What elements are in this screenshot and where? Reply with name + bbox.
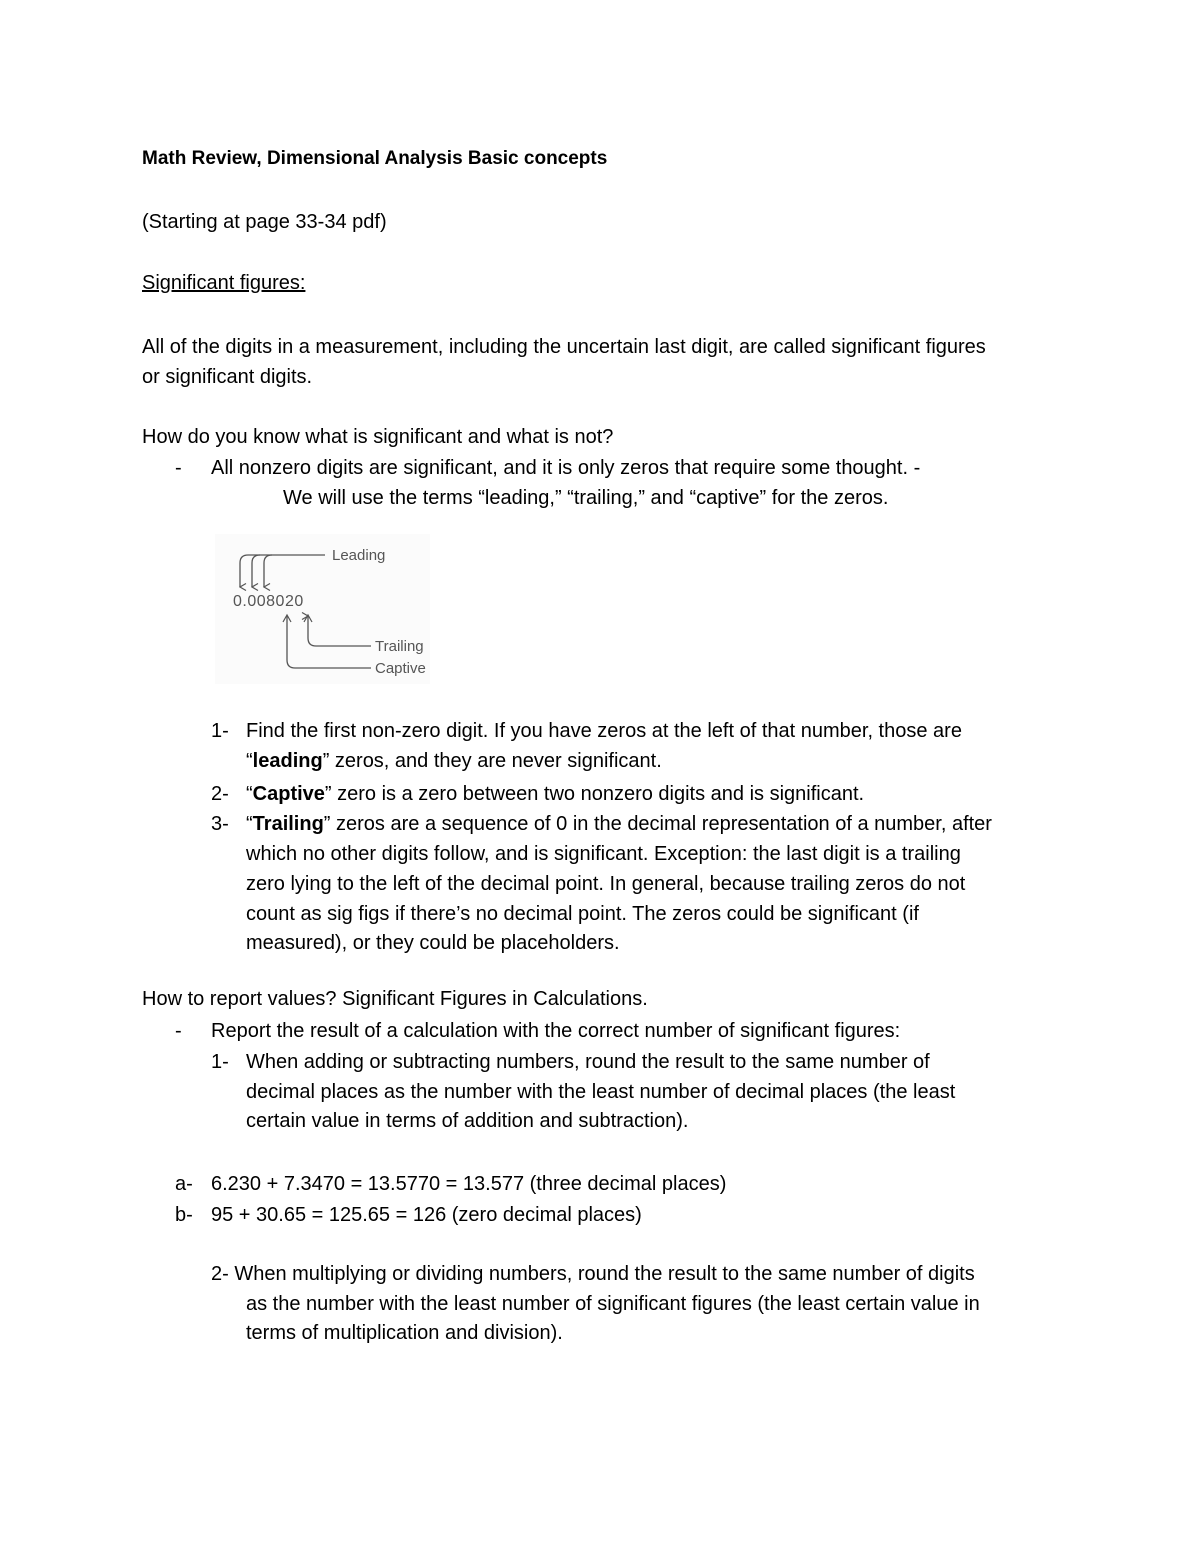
rule-2-line-1: “Captive” zero is a zero between two nonzero digits and is significant. bbox=[246, 783, 865, 805]
bullet-nonzero-line-1: All nonzero digits are significant, and it is only zeros that require some thought. - bbox=[211, 457, 921, 479]
section-heading: Significant figures: bbox=[142, 272, 306, 294]
term-captive: Captive bbox=[252, 783, 325, 805]
question-report-values: How to report values? Significant Figures in Calculations. bbox=[142, 988, 648, 1010]
rule-1-marker: 1- bbox=[211, 720, 229, 742]
bullet-marker: - bbox=[175, 457, 182, 479]
rule-3-line-1: “Trailing” zeros are a sequence of 0 in the decimal representation of a number, after bbox=[246, 813, 992, 835]
leading-arrow-3 bbox=[264, 555, 272, 587]
example-a-text: 6.230 + 7.3470 = 13.5770 = 13.577 (three decimal places) bbox=[211, 1173, 727, 1195]
document-title: Math Review, Dimensional Analysis Basic concepts bbox=[142, 148, 608, 169]
document-subtitle: (Starting at page 33-34 pdf) bbox=[142, 211, 387, 233]
calc-rule-1-line-2: decimal places as the number with the least number of decimal places (the least bbox=[246, 1081, 956, 1103]
bullet-marker-2: - bbox=[175, 1020, 182, 1042]
zero-types-figure bbox=[215, 534, 430, 684]
rule-3-line-4: count as sig figs if there’s no decimal point. The zeros could be significant (if bbox=[246, 903, 919, 925]
definition-line-2: or significant digits. bbox=[142, 366, 313, 388]
captive-arrow bbox=[287, 616, 371, 668]
leading-arrow-2 bbox=[252, 555, 260, 587]
question-significance: How do you know what is significant and what is not? bbox=[142, 426, 614, 448]
bullet-report-result: Report the result of a calculation with the correct number of significant figures: bbox=[211, 1020, 901, 1042]
rule-2-marker: 2- bbox=[211, 783, 229, 805]
calc-rule-1-line-3: certain value in terms of addition and subtraction). bbox=[246, 1110, 689, 1132]
definition-line-1: All of the digits in a measurement, including the uncertain last digit, are called significant figures bbox=[142, 336, 986, 358]
rule-1-line-2: “leading” zeros, and they are never significant. bbox=[246, 750, 662, 772]
example-a-marker: a- bbox=[175, 1173, 193, 1195]
calc-rule-1-marker: 1- bbox=[211, 1051, 229, 1073]
rule-3-line-5: measured), or they could be placeholders. bbox=[246, 932, 620, 954]
trailing-arrow bbox=[308, 616, 371, 646]
rule-3-marker: 3- bbox=[211, 813, 229, 835]
calc-rule-2-line-1: 2- When multiplying or dividing numbers, round the result to the same number of digits bbox=[211, 1263, 975, 1285]
bullet-nonzero-line-2: We will use the terms “leading,” “trailing,” and “captive” for the zeros. bbox=[283, 487, 889, 509]
calc-rule-2-line-3: terms of multiplication and division). bbox=[246, 1322, 563, 1344]
rule-1-line-1: Find the first non-zero digit. If you have zeros at the left of that number, those are bbox=[246, 720, 962, 742]
rule-3-line-2: which no other digits follow, and is significant. Exception: the last digit is a trailing bbox=[246, 843, 961, 865]
term-leading: leading bbox=[252, 750, 323, 772]
zero-types-diagram bbox=[215, 534, 430, 684]
example-number: 0.008020 bbox=[233, 593, 304, 610]
label-captive: Captive bbox=[375, 660, 426, 677]
calc-rule-2-line-2: as the number with the least number of significant figures (the least certain value in bbox=[246, 1293, 980, 1315]
rule-3-line-3: zero lying to the left of the decimal point. In general, because trailing zeros do not bbox=[246, 873, 966, 895]
label-leading: Leading bbox=[332, 547, 386, 564]
example-b-marker: b- bbox=[175, 1204, 193, 1226]
term-trailing: Trailing bbox=[252, 813, 324, 835]
calc-rule-1-line-1: When adding or subtracting numbers, round the result to the same number of bbox=[246, 1051, 930, 1073]
label-trailing: Trailing bbox=[375, 638, 424, 655]
example-b-text: 95 + 30.65 = 125.65 = 126 (zero decimal places) bbox=[211, 1204, 642, 1226]
